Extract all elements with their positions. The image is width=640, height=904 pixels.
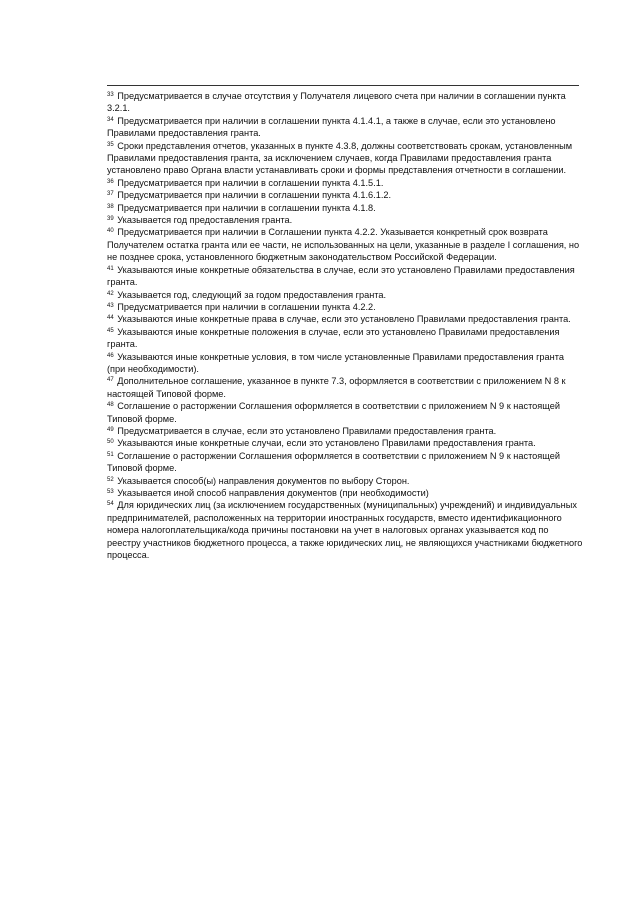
footnote-number: 47 bbox=[107, 377, 114, 384]
footnote-39 bbox=[107, 214, 583, 226]
footnote-text: Указывается иной способ направления документов (при необходимости) bbox=[117, 488, 429, 498]
footnote-text: Предусматривается при наличии в соглашении пункта 4.1.8. bbox=[117, 202, 376, 213]
footnote-number: 33 bbox=[107, 92, 114, 98]
footnote-number: 51 bbox=[107, 451, 114, 458]
footnote-number: 43 bbox=[107, 302, 114, 309]
footnote-text: Указываются иные конкретные условия, в том числе установленные Правилами предоставления гранта (при необходимости). bbox=[107, 351, 564, 374]
footnote-number: 41 bbox=[107, 265, 114, 272]
footnote-number: 49 bbox=[107, 426, 114, 433]
footnote-number: 40 bbox=[107, 228, 114, 235]
footnote-54 bbox=[107, 499, 583, 561]
footnotes-list bbox=[107, 90, 583, 561]
footnote-number: 39 bbox=[107, 216, 114, 223]
footnote-text: Предусматривается в случае отсутствия у Получателя лицевого счета при наличии в соглашении пункта 3.2.1. bbox=[107, 91, 566, 114]
footnote-number: 48 bbox=[107, 402, 114, 409]
footnote-text: Указывается способ(ы) направления документов по выбору Сторон. bbox=[117, 475, 410, 486]
footnote-text: Указываются иные конкретные положения в случае, если это установлено Правилами предоставления гранта. bbox=[107, 326, 560, 350]
footnote-text: Предусматривается при наличии в соглашении пункта 4.1.5.1. bbox=[117, 177, 384, 188]
footnote-36 bbox=[107, 177, 583, 189]
footnote-number: 45 bbox=[107, 327, 114, 334]
footnote-48 bbox=[107, 400, 583, 425]
footnote-text: Предусматривается при наличии в соглашении пункта 4.1.4.1, а также в случае, если это установлено Правилами предоставления гранта. bbox=[107, 115, 556, 139]
footnote-text: Предусматривается в случае, если это установлено Правилами предоставления гранта. bbox=[117, 425, 497, 436]
footnote-text: Указываются иные конкретные случаи, если это установлено Правилами предоставления гранта. bbox=[117, 438, 536, 449]
footnote-38 bbox=[107, 202, 583, 214]
footnote-text: Указываются иные конкретные обязательства в случае, если это установлено Правилами предоставления гранта. bbox=[107, 264, 575, 288]
footnote-text: Указывается год предоставления гранта. bbox=[117, 215, 293, 226]
footnote-34 bbox=[107, 115, 583, 140]
footnote-37 bbox=[107, 189, 583, 201]
footnote-text: Предусматривается при наличии в соглашении пункта 4.1.6.1.2. bbox=[117, 190, 392, 201]
footnote-43 bbox=[107, 301, 583, 313]
footnote-number: 35 bbox=[107, 141, 114, 148]
footnote-number: 36 bbox=[107, 178, 114, 185]
footnote-number: 42 bbox=[107, 290, 114, 297]
footnote-40 bbox=[107, 226, 583, 263]
footnote-49 bbox=[107, 425, 583, 437]
footnote-text: Сроки представления отчетов, указанных в пункте 4.3.8, должны соответствовать срокам, установленным Правилами предоставления гранта, за исключением случаев, когда Правилами предоставления гранта установлено право Органа власти устанавливать сроки и формы представления отчетности в соглашении. bbox=[107, 140, 573, 176]
footnote-number: 34 bbox=[107, 116, 114, 123]
footnote-text: Указывается год, следующий за годом предоставления гранта. bbox=[117, 289, 387, 300]
footnote-text: Для юридических лиц (за исключением государственных (муниципальных) учреждений) и индивидуальных предпринимателей, расположенных на территории иностранных государств, вместо идентификационного номера налогоплательщика/кода причины постановки на учет в налоговых органах указывается код по реестру участников бюджетного процесса, а также юридических лиц, не являющихся участниками бюджетного процесса. bbox=[107, 500, 583, 561]
footnote-42 bbox=[107, 289, 583, 301]
footnote-45 bbox=[107, 326, 583, 351]
footnote-35 bbox=[107, 140, 583, 177]
footnote-52 bbox=[107, 475, 583, 487]
footnote-text: Соглашение о расторжении Соглашения оформляется в соответствии с приложением N 9 к настоящей Типовой форме. bbox=[107, 450, 560, 474]
footnote-number: 52 bbox=[107, 476, 114, 483]
footnote-51 bbox=[107, 450, 583, 475]
footnote-41 bbox=[107, 264, 583, 289]
footnote-number: 54 bbox=[107, 501, 114, 508]
footnote-text: Дополнительное соглашение, указанное в пункте 7.3, оформляется в соответствии с приложением N 8 к настоящей Типовой форме. bbox=[107, 376, 566, 399]
footnote-53 bbox=[107, 487, 583, 499]
footnote-50 bbox=[107, 437, 583, 449]
footnote-46 bbox=[107, 351, 583, 376]
footnote-44 bbox=[107, 313, 583, 325]
footnote-number: 46 bbox=[107, 352, 114, 359]
footnote-number: 37 bbox=[107, 191, 114, 198]
footnote-number: 53 bbox=[107, 489, 114, 495]
footnote-47 bbox=[107, 375, 583, 400]
footnote-text: Соглашение о расторжении Соглашения оформляется в соответствии с приложением N 9 к настоящей Типовой форме. bbox=[107, 401, 560, 424]
footnote-text: Предусматривается при наличии в Соглашении пункта 4.2.2. Указывается конкретный срок возврата Получателем остатка гранта или ее части, не использованных на цели, указанные в разделе I соглашения, но не позднее срока, установленного бюджетным законодательством Российской Федерации. bbox=[107, 227, 580, 263]
footnote-number: 44 bbox=[107, 315, 114, 322]
footnote-text: Указываются иные конкретные права в случае, если это установлено Правилами предоставления гранта. bbox=[117, 314, 571, 325]
footnote-text: Предусматривается при наличии в соглашении пункта 4.2.2. bbox=[117, 301, 376, 312]
footnote-number: 50 bbox=[107, 439, 114, 446]
footnote-number: 38 bbox=[107, 203, 114, 210]
footnote-separator bbox=[107, 85, 579, 86]
footnote-33 bbox=[107, 90, 583, 115]
